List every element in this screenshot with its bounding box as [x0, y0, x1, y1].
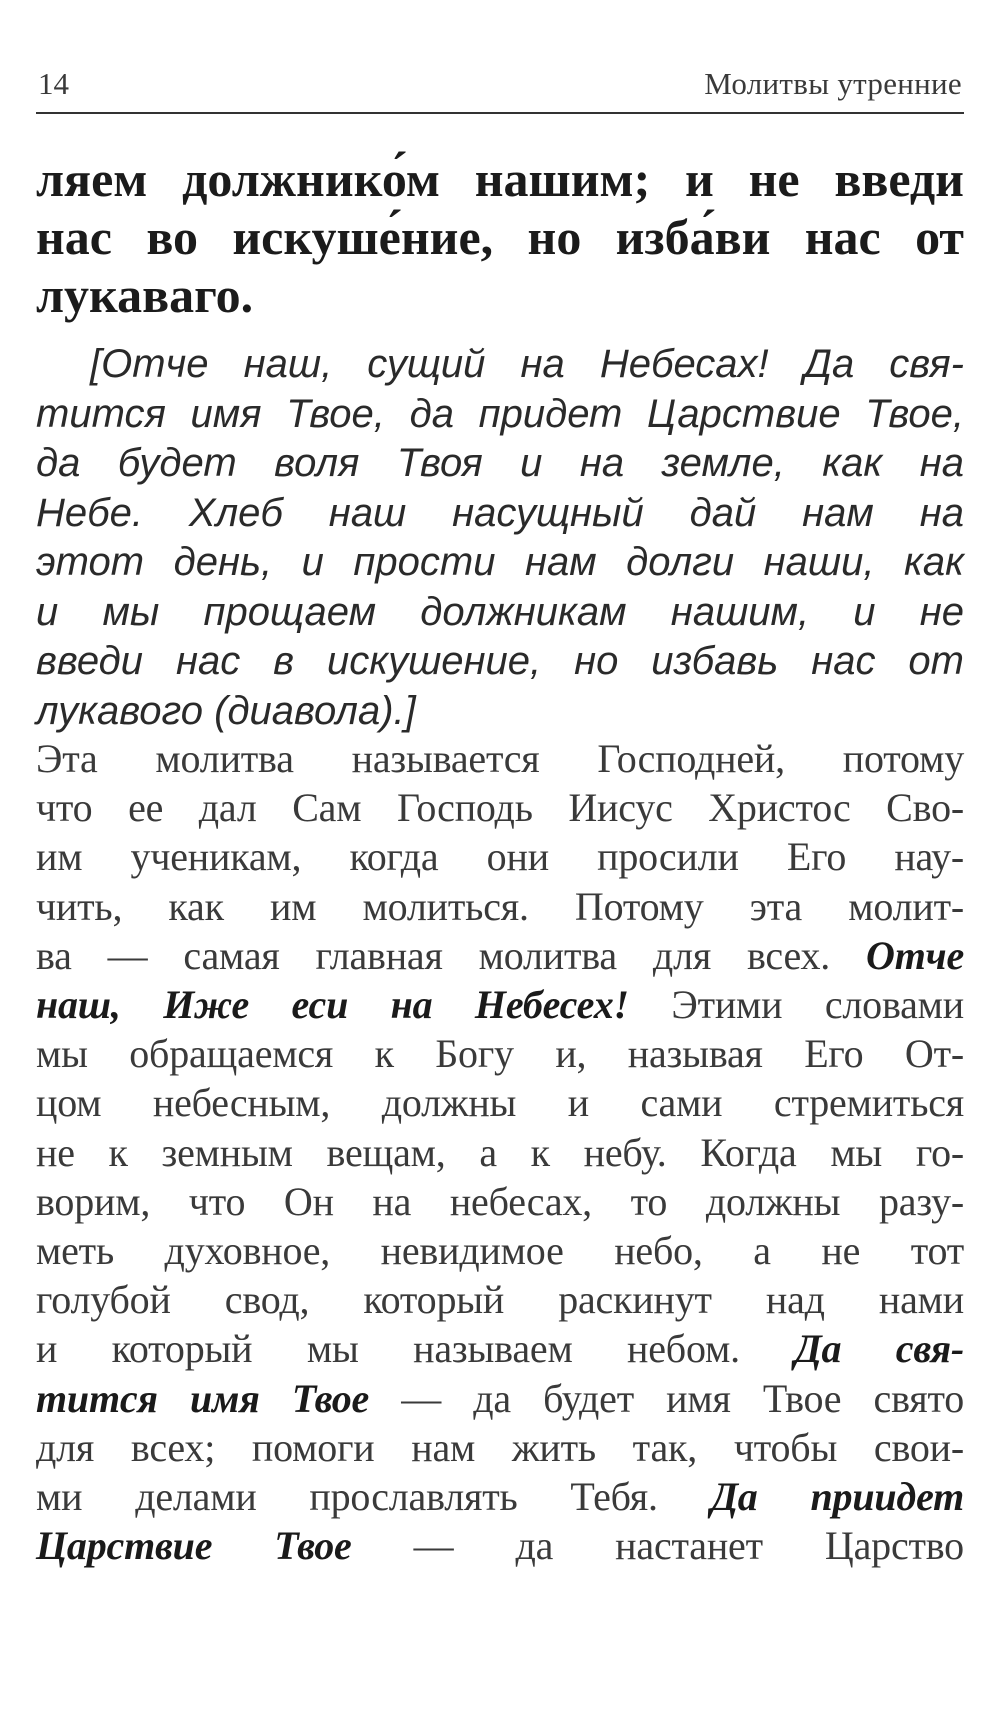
commentary-text: — да настанет Царство [351, 1523, 964, 1569]
commentary-line [36, 1128, 964, 1177]
commentary-text: мы обращаемся к Богу и, называя Его От- [36, 1031, 964, 1077]
commentary-line [36, 1374, 964, 1423]
translation-line: да будет воля Твоя и на земле, как на [36, 441, 964, 485]
commentary-text: ва — самая главная молитва для всех. [36, 932, 867, 978]
commentary-line [36, 783, 964, 832]
commentary-line [36, 882, 964, 931]
church-slavonic-prayer [36, 150, 964, 324]
commentary-text: Этими словами [628, 982, 964, 1028]
modern-translation [36, 340, 964, 736]
commentary-text: и который мы называем небом. [36, 1326, 795, 1372]
commentary [36, 734, 964, 1570]
commentary-text: не к земным вещам, а к небу. Когда мы го- [36, 1129, 964, 1175]
translation-line: введи нас в искушение, но избавь нас от [36, 639, 964, 683]
commentary-line [36, 1521, 964, 1570]
commentary-text: — да будет имя Твое свято [369, 1375, 964, 1421]
emphasis-text: тится имя Твое [36, 1375, 370, 1421]
prayer-line: ляем должнико́м нашим; и не введи [36, 151, 964, 207]
commentary-line [36, 1177, 964, 1226]
commentary-line [36, 1226, 964, 1275]
commentary-line [36, 734, 964, 783]
commentary-text: Эта молитва называется Господней, потому [36, 736, 964, 781]
emphasis-text: наш, Иже еси на Небесех! [36, 982, 629, 1028]
commentary-line [36, 1423, 964, 1472]
commentary-line [36, 832, 964, 881]
translation-line: [Отче наш, сущий на Небесах! Да свя- [90, 342, 964, 386]
commentary-text: цом небесным, должны и сами стремиться [36, 1080, 964, 1126]
translation-line: тится имя Твое, да придет Царствие Твое, [36, 391, 964, 436]
emphasis-text: Царствие Твое [36, 1523, 352, 1569]
page-number: 14 [38, 66, 69, 101]
commentary-line [36, 931, 964, 980]
commentary-line [36, 1472, 964, 1521]
commentary-text: меть духовное, невидимое небо, а не тот [36, 1228, 964, 1274]
commentary-line [36, 1275, 964, 1324]
commentary-line [36, 1029, 964, 1078]
commentary-text: чить, как им молиться. Потому эта молит- [36, 883, 964, 929]
commentary-text: ми делами прославлять Тебя. [36, 1474, 711, 1520]
emphasis-text: Да приидет [710, 1474, 965, 1520]
prayer-line: лукаваго. [36, 267, 254, 323]
emphasis-text: Отче [866, 932, 964, 978]
commentary-text: голубой свод, который раскинут над нами [36, 1277, 964, 1323]
commentary-text: для всех; помоги нам жить так, чтобы свои- [36, 1424, 964, 1470]
commentary-text: что ее дал Сам Господь Иисус Христос Сво- [36, 785, 964, 831]
translation-line: и мы прощаем должникам нашим, и не [36, 589, 964, 634]
commentary-text: им ученикам, когда они просили Его нау- [36, 834, 964, 880]
commentary-line [36, 1324, 964, 1373]
emphasis-text: Да свя- [794, 1326, 964, 1372]
translation-line: этот день, и прости нам долги наши, как [36, 540, 964, 584]
commentary-text: ворим, что Он на небесах, то должны разу- [36, 1178, 964, 1224]
translation-line: Небе. Хлеб наш насущный дай нам на [36, 490, 964, 535]
commentary-line [36, 980, 964, 1029]
running-header [36, 66, 964, 114]
commentary-line [36, 1078, 964, 1127]
prayer-line: нас во искуше́ние, но изба́ви нас от [36, 209, 964, 265]
translation-line: лукавого (диавола).] [36, 688, 416, 733]
section-title: Молитвы утренние [704, 66, 962, 101]
